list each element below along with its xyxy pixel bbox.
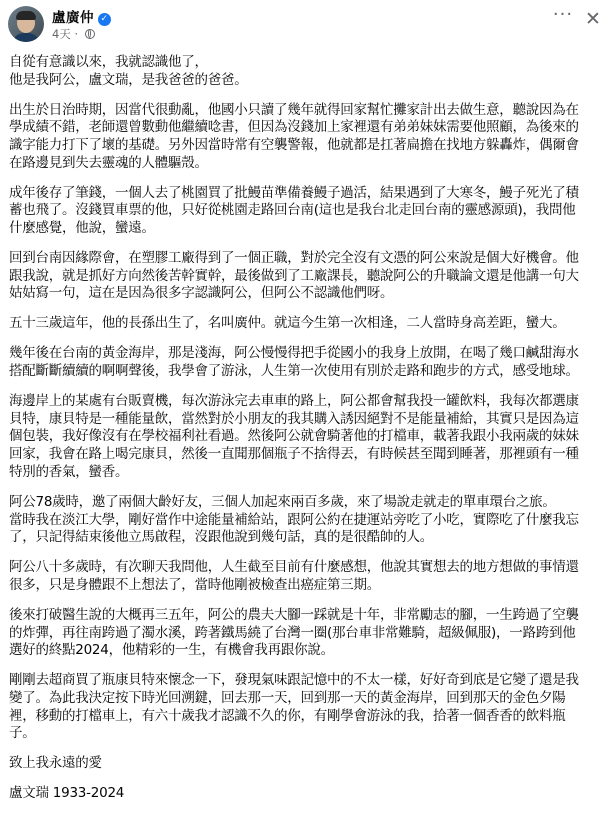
close-icon: ✕ [585,8,601,30]
paragraph-line: 阿公78歲時，邀了兩個大齡好友，三個人加起來兩百多歲，來了場說走就走的單車環台之旅。 [9,493,556,510]
paragraph-line: 盧文瑞 1933-2024 [9,785,125,802]
author-avatar[interactable] [8,6,44,42]
post-paragraph [9,559,599,594]
author-name[interactable]: 盧廣仲 [52,10,94,26]
paragraph-line: 後來打破醫生說的大概再三五年，阿公的農夫大腳一踩就是十年，非常勵志的腳，一生跨過了空襲 [9,606,579,623]
avatar-shirt [12,33,40,42]
post-paragraph [9,250,599,303]
avatar-hair [16,11,36,20]
paragraph-line: 選好的終點2024，他精彩的一生，有機會我再跟你說。 [9,642,334,659]
paragraph-line: 學成績不錯，老師還曾數動他繼續唸書，但因為沒錢加上家裡還有弟弟妹妹需要他照顧，為後來的 [9,119,579,136]
paragraph-line: 成年後存了筆錢，一個人去了桃園買了批鰻苗準備養鰻子過活，結果遇到了大寒冬，鰻子死光了積 [9,184,579,201]
post-paragraph [9,785,599,803]
paragraph-line: 五十三歲這年，他的長孫出生了，名叫廣仲。就這今生第一次相逢，二人當時身高差距，蠻大。 [9,315,566,332]
paragraph-line: 海邊岸上的某處有台販賣機，每次游泳完去車車的路上，阿公都會幫我投一罐飲料，我每次都選康 [9,393,579,410]
paragraph-line: 變了。為此我決定按下時光回溯鍵，回去那一天，回到那一天的黃金海岸，回到那天的金色夕陽 [9,689,566,706]
paragraph-line: 貝特，康貝特是一種能量飲，當然對於小朋友的我其購入誘因絕對不是能量補給，其實只是因為這 [9,410,579,427]
paragraph-line: 很多，只是身體跟不上想法了，當時他剛被檢查出癌症第三期。 [9,576,380,593]
post-paragraph [9,494,599,547]
paragraph-line: 識字能力打下了壞的基礎。另外因當時常有空襲警報，他就都是扛著扁擔在找地方躲轟炸，偶爾會 [9,137,579,154]
post-paragraph [9,185,599,238]
author-name-row [52,6,111,26]
post-header [0,0,606,50]
close-button[interactable] [583,8,603,30]
paragraph-line: 了，只記得結束後他立馬啟程，沒跟他說到幾句話，真的是很酷帥的人。 [9,529,433,546]
paragraph-line: 裡，移動的打檔車上，有六十歲我才認識不久的你，有剛學會游泳的我，拾著一個香香的飲料瓶 [9,707,566,724]
paragraph-line: 搭配斷斷續續的啊啊聲後，我學會了游泳，人生第一次使用有別於走路和跑步的方式，感受地球。 [9,363,579,380]
paragraph-line: 當時我在淡江大學，剛好當作中途能量補給站，跟阿公約在捷運站旁吃了小吃，實際吃了什麼我忘 [9,511,579,528]
post-paragraph [9,315,599,333]
meta-separator: · [70,27,82,41]
verified-badge-icon: ✓ [98,13,111,26]
paragraph-line: 什麼感覺，他說，蠻遠。 [9,220,155,237]
paragraph-line: 個包裝，我好像沒有在學校福利社看過。然後阿公就會騎著他的打檔車，載著我跟小我兩歲的妹妹 [9,428,579,445]
paragraph-line: 出生於日治時期，因當代很動亂，他國小只讀了幾年就得回家幫忙攤家計出去做生意，聽說因為在 [9,101,579,118]
paragraph-line: 姑姑寫一句，這在是因為很多字認識阿公，但阿公不認識他們呀。 [9,285,394,302]
paragraph-line: 自從有意識以來，我就認識他了， [9,54,208,70]
post-time[interactable]: 4天 [52,27,71,41]
post-paragraph [9,345,599,380]
post-paragraph [9,607,599,660]
post-paragraph [9,672,599,743]
post-paragraph [9,393,599,481]
more-horizontal-icon: ··· [552,4,574,25]
paragraph-line: 的炸彈，再往南跨過了濁水溪，跨著鐵馬繞了台灣一圈(那台車非常難騎，超級佩服)，一路跨到他 [9,624,576,641]
paragraph-line: 蓄也飛了。沒錢買車票的他，只好從桃園走路回台南(這也是我台北走回台南的靈感源頭)，我問他 [9,202,576,219]
post-paragraph [9,54,599,89]
paragraph-line: 跟我說，就是抓好方向然後苦幹實幹，最後做到了工廠課長，聽說阿公的升職論文還是他講一句大 [9,267,579,284]
paragraph-line: 特別的香氣，蠻香。 [9,463,129,480]
paragraph-line: 回到台南因緣際會，在塑膠工廠得到了一個正職，對於完全沒有文憑的阿公來說是個大好機會。他 [9,250,579,267]
paragraph-line: 剛剛去超商買了瓶康貝特來懷念一下，發現氣味跟記憶中的不太一樣，好好奇到底是它變了還是我 [9,672,579,689]
post-meta [52,26,95,42]
public-globe-icon[interactable] [85,29,95,39]
paragraph-line: 阿公八十多歲時，有次聊天我問他，人生截至目前有什麼感想，他說其實想去的地方想做的事情還 [9,559,579,576]
paragraph-line: 幾年後在台南的黃金海岸，那是淺海，阿公慢慢得把手從國小的我身上放開，在喝了幾口鹹甜海水 [9,345,579,362]
paragraph-line: 子。 [9,725,36,742]
paragraph-line: 他是我阿公，盧文瑞，是我爸爸的爸爸。 [9,71,248,88]
more-options-button[interactable] [552,4,574,30]
paragraph-line: 致上我永遠的愛 [9,755,102,772]
post-body [9,54,599,815]
post-paragraph [9,755,599,773]
paragraph-line: 回家，我會在路上喝完康貝，然後一直聞那個瓶子不捨得丟，有時候甚至聞到睡著，那裡頭有一種 [9,446,579,463]
paragraph-line: 在路邊見到失去靈魂的人體驅殼。 [9,154,208,171]
post-paragraph [9,102,599,173]
